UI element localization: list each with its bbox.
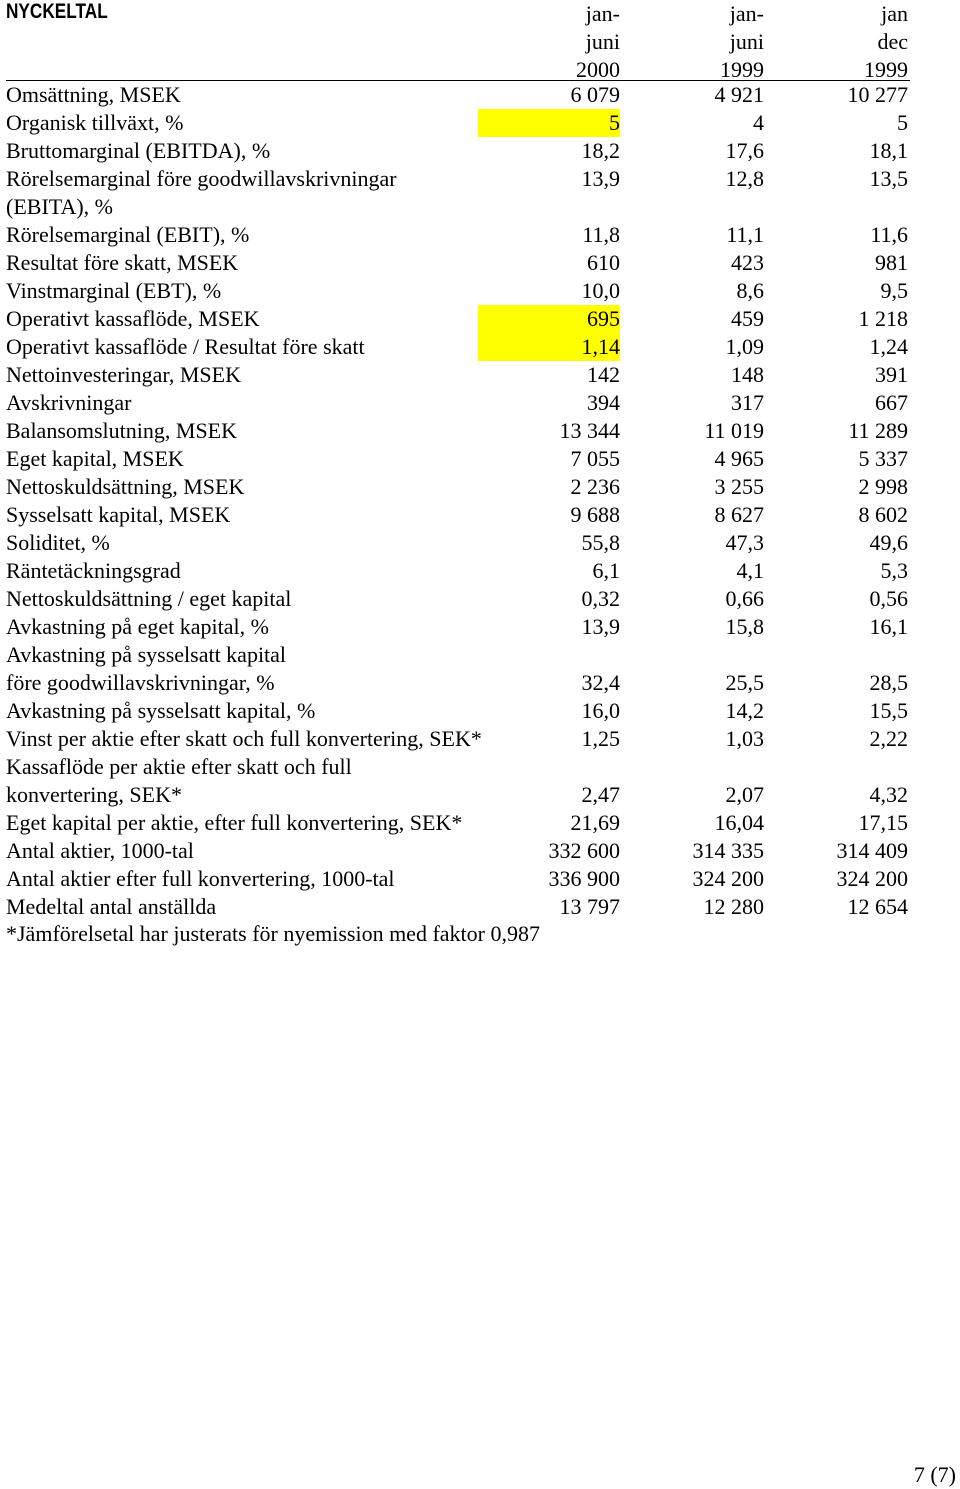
table-row [6, 781, 910, 809]
row-value-v3 [788, 753, 908, 781]
row-value-v1: 13 344 [559, 418, 620, 443]
column-header-1 [500, 0, 620, 84]
row-label: Resultat före skatt, MSEK [6, 250, 239, 275]
row-value-v3: 1,24 [869, 334, 908, 359]
column-header-1-line2: juni [585, 29, 620, 54]
page-number: 7 (7) [913, 1462, 956, 1487]
row-value-v1: 13 797 [559, 894, 620, 919]
table-row [6, 81, 910, 109]
row-value-v3: 11,6 [870, 222, 908, 247]
row-value-v3: 49,6 [869, 530, 908, 555]
row-label: Organisk tillväxt, % [6, 110, 184, 135]
column-header-1-line3: 2000 [576, 57, 620, 82]
row-value-v1: 18,2 [581, 138, 620, 163]
row-label: Vinst per aktie efter skatt och full konvertering, SEK* [6, 726, 482, 751]
row-label: Balansomslutning, MSEK [6, 418, 238, 443]
row-value-v2: 317 [731, 390, 764, 415]
row-label: Nettoskuldsättning / eget kapital [6, 586, 292, 611]
row-value-v2: 8,6 [736, 278, 764, 303]
row-value-v3: 9,5 [880, 278, 908, 303]
row-value-v1 [480, 641, 620, 669]
row-value-v3: 2,22 [869, 726, 908, 751]
row-value-v1: 6 079 [570, 82, 620, 107]
row-label: Omsättning, MSEK [6, 82, 181, 107]
footnote: *Jämförelsetal har justerats för nyemission med faktor 0,987 [6, 921, 540, 946]
row-value-v1 [480, 193, 620, 221]
row-label: Eget kapital, MSEK [6, 446, 184, 471]
row-value-v1: 1,25 [581, 726, 620, 751]
row-value-v1: 13,9 [581, 166, 620, 191]
table-row [6, 697, 910, 725]
row-label: Kassaflöde per aktie efter skatt och full [6, 754, 352, 779]
table-row [6, 669, 910, 697]
table-row [6, 305, 910, 333]
row-value-v2: 2,07 [725, 782, 764, 807]
row-value-v1: 7 055 [570, 446, 620, 471]
column-header-1-line1: jan- [585, 1, 620, 26]
row-value-v2: 0,66 [725, 586, 764, 611]
column-header-2 [644, 0, 764, 84]
row-value-v1: 21,69 [570, 810, 620, 835]
row-label: (EBITA), % [6, 194, 113, 219]
row-label: Avkastning på sysselsatt kapital [6, 642, 287, 667]
table-row [6, 753, 910, 781]
row-value-v1: 16,0 [581, 698, 620, 723]
row-value-v1: 10,0 [581, 278, 620, 303]
key-figures-table [6, 81, 910, 921]
row-value-v1: 610 [587, 250, 620, 275]
row-value-v3: 17,15 [858, 810, 908, 835]
row-value-v3: 12 654 [847, 894, 908, 919]
row-value-v2 [644, 193, 764, 221]
row-value-v3: 5 337 [858, 446, 908, 471]
row-label: Medeltal antal anställda [6, 894, 217, 919]
row-value-v2: 47,3 [725, 530, 764, 555]
table-row [6, 893, 910, 921]
row-label: Rörelsemarginal före goodwillavskrivningar [6, 166, 397, 191]
column-header-2-line2: juni [729, 29, 764, 54]
row-label: Avkastning på eget kapital, % [6, 614, 269, 639]
table-row [6, 809, 910, 837]
table-row [6, 865, 910, 893]
row-label: Antal aktier, 1000-tal [6, 838, 194, 863]
row-value-v2: 459 [731, 306, 764, 331]
row-value-v3 [788, 193, 908, 221]
row-value-v3: 8 602 [858, 502, 908, 527]
column-header-3-line1: jan [881, 1, 908, 26]
row-value-v1: 142 [587, 362, 620, 387]
row-label: Soliditet, % [6, 530, 110, 555]
row-value-v3: 11 289 [848, 418, 908, 443]
row-value-v1: 55,8 [581, 530, 620, 555]
table-row [6, 361, 910, 389]
row-value-v3: 16,1 [869, 614, 908, 639]
row-value-v2: 8 627 [714, 502, 764, 527]
table-row [6, 501, 910, 529]
table-row [6, 109, 910, 137]
row-value-v2: 15,8 [725, 614, 764, 639]
row-value-v2: 17,6 [725, 138, 764, 163]
row-value-v2: 16,04 [714, 810, 764, 835]
row-value-v1: 0,32 [581, 586, 620, 611]
row-value-v3: 10 277 [847, 82, 908, 107]
row-label: Avkastning på sysselsatt kapital, % [6, 698, 316, 723]
row-label: Nettoskuldsättning, MSEK [6, 474, 245, 499]
row-value-v2: 314 335 [692, 838, 764, 863]
row-value-v2: 423 [731, 250, 764, 275]
row-value-v1: 11,8 [582, 222, 620, 247]
row-value-v1: 2,47 [581, 782, 620, 807]
row-value-v2 [644, 753, 764, 781]
table-row [6, 249, 910, 277]
row-value-v2: 4 965 [714, 446, 764, 471]
column-header-3-line2: dec [877, 29, 908, 54]
row-label: Nettoinvesteringar, MSEK [6, 362, 241, 387]
table-row [6, 221, 910, 249]
row-value-v1: 695 [478, 305, 620, 333]
table-row [6, 193, 910, 221]
row-value-v3: 28,5 [869, 670, 908, 695]
row-value-v3: 15,5 [869, 698, 908, 723]
row-value-v2: 1,03 [725, 726, 764, 751]
row-value-v2: 12,8 [725, 166, 764, 191]
table-row [6, 277, 910, 305]
row-value-v3: 5,3 [880, 558, 908, 583]
table-row [6, 585, 910, 613]
row-label: Operativt kassaflöde, MSEK [6, 306, 260, 331]
table-row [6, 613, 910, 641]
row-value-v3 [788, 641, 908, 669]
table-row [6, 557, 910, 585]
row-value-v3: 324 200 [836, 866, 908, 891]
table-row [6, 333, 910, 361]
page-title: NYCKELTAL [6, 0, 108, 23]
row-value-v1: 2 236 [570, 474, 620, 499]
column-header-3 [788, 0, 908, 84]
row-value-v2: 4 [753, 110, 764, 135]
row-value-v2: 11,1 [726, 222, 764, 247]
row-value-v3: 5 [897, 110, 908, 135]
row-label: Bruttomarginal (EBITDA), % [6, 138, 271, 163]
row-value-v3: 667 [875, 390, 908, 415]
table-row [6, 473, 910, 501]
row-label: Avskrivningar [6, 390, 132, 415]
table-row [6, 165, 910, 193]
row-label: Rörelsemarginal (EBIT), % [6, 222, 250, 247]
row-value-v1: 332 600 [548, 838, 620, 863]
row-value-v1: 1,14 [478, 333, 620, 361]
table-row [6, 529, 910, 557]
row-value-v3: 314 409 [836, 838, 908, 863]
table-row [6, 837, 910, 865]
row-value-v2: 4,1 [736, 558, 764, 583]
table-row [6, 137, 910, 165]
row-value-v1: 32,4 [581, 670, 620, 695]
column-header-3-line3: 1999 [864, 57, 908, 82]
row-value-v2: 148 [731, 362, 764, 387]
table-row [6, 641, 910, 669]
row-value-v2: 14,2 [725, 698, 764, 723]
row-value-v3: 13,5 [869, 166, 908, 191]
row-label: Operativt kassaflöde / Resultat före skatt [6, 334, 365, 359]
row-value-v1: 13,9 [581, 614, 620, 639]
row-label: Antal aktier efter full konvertering, 1000-tal [6, 866, 395, 891]
row-value-v2: 3 255 [714, 474, 764, 499]
table-row [6, 725, 910, 753]
row-label: Räntetäckningsgrad [6, 558, 181, 583]
row-value-v2: 324 200 [692, 866, 764, 891]
row-value-v2 [644, 641, 764, 669]
row-label: före goodwillavskrivningar, % [6, 670, 275, 695]
row-label: konvertering, SEK* [6, 782, 182, 807]
row-value-v3: 4,32 [869, 782, 908, 807]
row-label: Eget kapital per aktie, efter full konvertering, SEK* [6, 810, 463, 835]
row-value-v2: 4 921 [714, 82, 764, 107]
row-value-v3: 0,56 [869, 586, 908, 611]
column-header-2-line1: jan- [729, 1, 764, 26]
row-value-v2: 12 280 [703, 894, 764, 919]
row-value-v2: 1,09 [725, 334, 764, 359]
row-value-v3: 2 998 [858, 474, 908, 499]
row-value-v3: 1 218 [858, 306, 908, 331]
row-value-v1: 9 688 [570, 502, 620, 527]
row-value-v1: 5 [478, 109, 620, 137]
row-label: Vinstmarginal (EBT), % [6, 278, 222, 303]
row-label: Sysselsatt kapital, MSEK [6, 502, 231, 527]
row-value-v3: 18,1 [869, 138, 908, 163]
row-value-v1: 336 900 [548, 866, 620, 891]
table-row [6, 389, 910, 417]
row-value-v1 [480, 753, 620, 781]
row-value-v3: 981 [875, 250, 908, 275]
column-header-2-line3: 1999 [720, 57, 764, 82]
row-value-v2: 11 019 [704, 418, 764, 443]
table-row [6, 417, 910, 445]
row-value-v1: 394 [587, 390, 620, 415]
row-value-v3: 391 [875, 362, 908, 387]
table-row [6, 445, 910, 473]
row-value-v2: 25,5 [725, 670, 764, 695]
row-value-v1: 6,1 [592, 558, 620, 583]
